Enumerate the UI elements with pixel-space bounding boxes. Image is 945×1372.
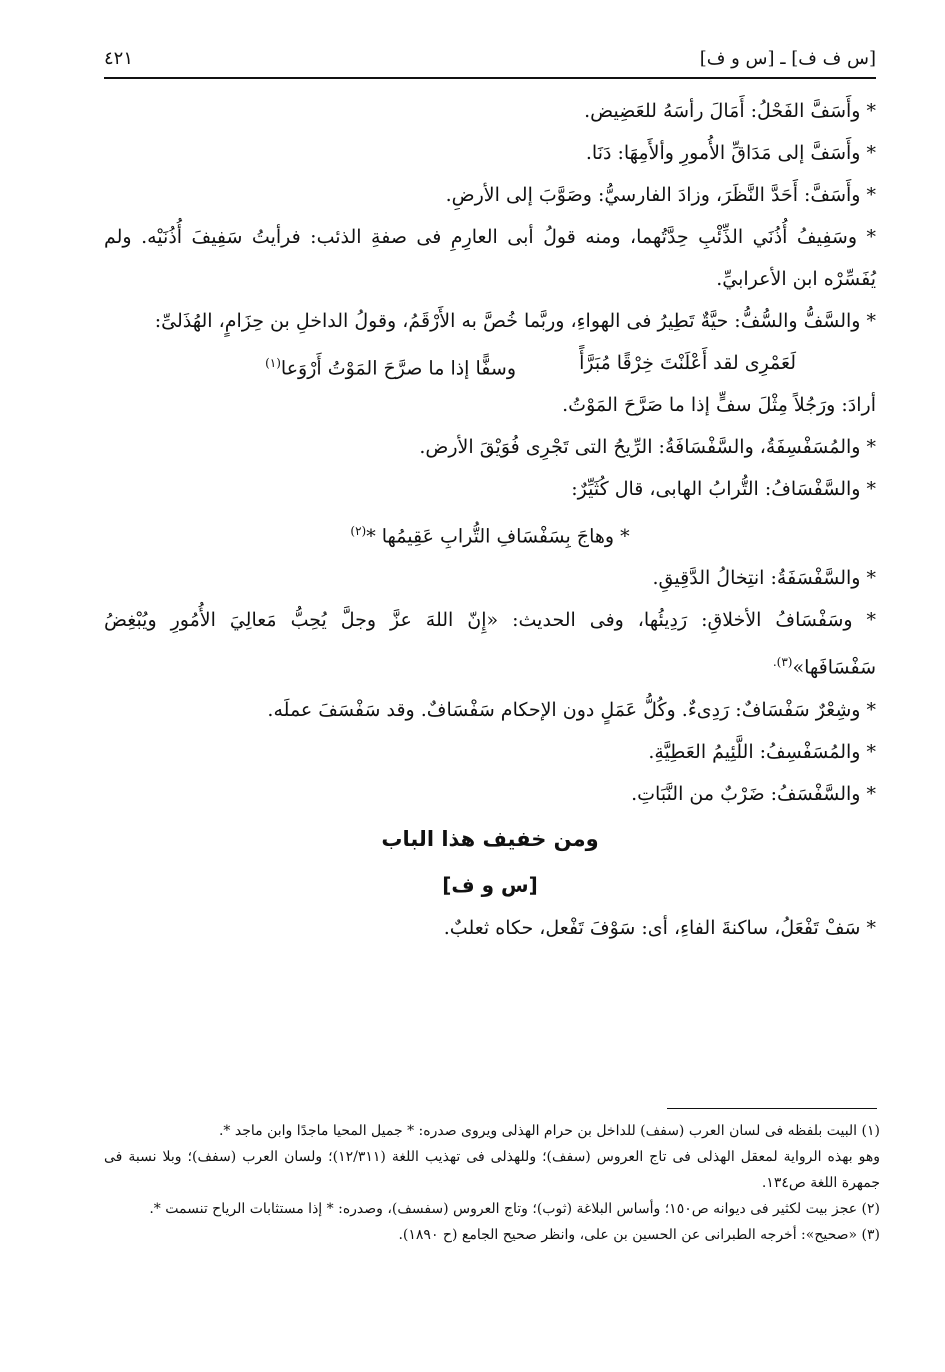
paragraph: * والسَّفُّ والسُّفُّ: حيَّةٌ تَطِيرُ فى الهواءِ، وربَّما خُصَّ به الأَرْقَمُ، وقولُ الداخلِ بن حِزَامٍ، الهُذَلىِّ:	[154, 310, 876, 332]
text-line: * وأَسَفَّ: أَحَدَّ النَّظَرَ، وزادَ الفارسيُّ: وصَوَّبَ إلى الأرضِ.	[445, 184, 876, 206]
text-line: * والمُسَفْسِفُ: اللَّئِيمُ العَطِيَّةِ.	[648, 740, 876, 763]
text-line: * وأَسَفَّ إلى مَدَاقِّ الأُمورِ وألأَمِهَا: دَنَا.	[585, 142, 876, 164]
page-number: ٤٢١	[104, 48, 134, 69]
header-rule	[104, 77, 876, 79]
verse-single	[104, 510, 876, 557]
footnote: (٣) «صحيح»: أخرجه الطبرانى عن الحسين بن على، وانظر صحيح الجامع (ح ١٨٩٠).	[398, 1227, 880, 1243]
footnote: (٢) عجز بيت لكثير فى ديوانه ص١٥٠؛ وأساس البلاغة (ثوب)؛ وتاج العروس (سفسف)، وصدره: * إذا مستثابات الرياح تنسمت *.	[149, 1201, 880, 1217]
footnote: (١) البيت بلفظه فى لسان العرب (سفف) للداخل بن حرام الهذلى ويروى صدره: * جميل المحيا ماجدًا وابن ماجد *.	[218, 1123, 880, 1139]
paragraph	[104, 599, 876, 688]
running-header	[104, 44, 876, 74]
text-line: * وشِعْرٌ سَفْسَافٌ: رَدِىءٌ. وكُلُّ عَمَلٍ دون الإحكام سَفْسَافٌ. وقد سَفْسَفَ عملَه.	[267, 698, 876, 721]
verse-hemistich-second	[265, 342, 516, 389]
footnote-marker: (٣).	[772, 655, 793, 670]
text-line: * والسَّفْسَافُ: التُّرابُ الهابى، قال كُثَيِّرٌ:	[571, 478, 876, 500]
root-heading: [س و ف]	[442, 872, 538, 897]
text-line: * سَفْ تَفْعَلُ، ساكنةَ الفاءِ، أى: سَوْفَ تَفْعل، حكاه ثعلبٌ.	[443, 916, 876, 939]
footnotes	[104, 1118, 880, 1248]
footnote-rule	[667, 1108, 877, 1109]
text-line: * والسَّفْسَفُ: ضَرْبٌ من النَّبَاتِ.	[631, 782, 876, 805]
text-line: * وأَسَفَّ الفَحْلُ: أَمَالَ رأسَهُ للعَضِيض.	[584, 100, 876, 122]
section-heading: ومن خفيف هذا الباب	[381, 826, 599, 851]
verse-hemistich-first: لَعَمْرِى لقد أَعْلَنْتَ خِرْقًا مُبَرَّأً	[579, 352, 796, 374]
text-line: * والسَّفْسَفَةُ: انتِخالُ الدَّقِيقِ.	[652, 567, 876, 590]
footnote: وهو بهذه الرواية لمعقل الهذلى فى تاج العروس (سفف)؛ وللهذلى فى تهذيب اللغة (١٢/٣١١)؛ ولسان العرب (سفف)؛ وبلا نسبة فى جمهرة اللغة ص١٣٤.	[104, 1149, 880, 1191]
footnote-marker: (١)	[265, 356, 281, 370]
footnote-marker: (٢)	[350, 524, 367, 538]
main-text	[104, 90, 876, 949]
paragraph: * وسَفِيفُ أُذُنَي الذِّئْبِ حِدَّتُهما، ومنه قولُ أبى العارِمِ فى صفةِ الذئب: فرأيتُ سَفِيفَ أُذُنَيْه. ولم يُفَسِّرْه ابن الأعرابيِّ.	[104, 226, 876, 290]
text-line: أرادَ: ورَجُلاً مِثْلَ سفٍّ إذا ما صَرَّحَ المَوْتُ.	[562, 394, 876, 416]
paragraph-text: * وسَفْسَافُ الأخلاقِ: رَدِيئُها، وفى الحديث: «إِنّ اللهَ عزَّ وجلَّ يُحِبُّ مَعالِيَ الأُمُورِ ويُبْغِضُ سَفْسَافَها»	[104, 609, 876, 679]
verse-hemistich-text: وسفًّا إذا ما صرَّحَ المَوْتُ أَرْوَعا	[280, 357, 516, 380]
verse-text: * وهاجَ بِسَفْسَافِ التُّرابِ عَقِيمُها *	[366, 525, 630, 548]
verse	[104, 342, 876, 384]
text-line: * والمُسَفْسِفَةُ، والسَّفْسَافَةُ: الرِّيحُ التى تَجْرِى فُوَيْقَ الأرض.	[419, 436, 876, 458]
header-title: [س ف ف] ـ [س و ف]	[699, 48, 876, 69]
